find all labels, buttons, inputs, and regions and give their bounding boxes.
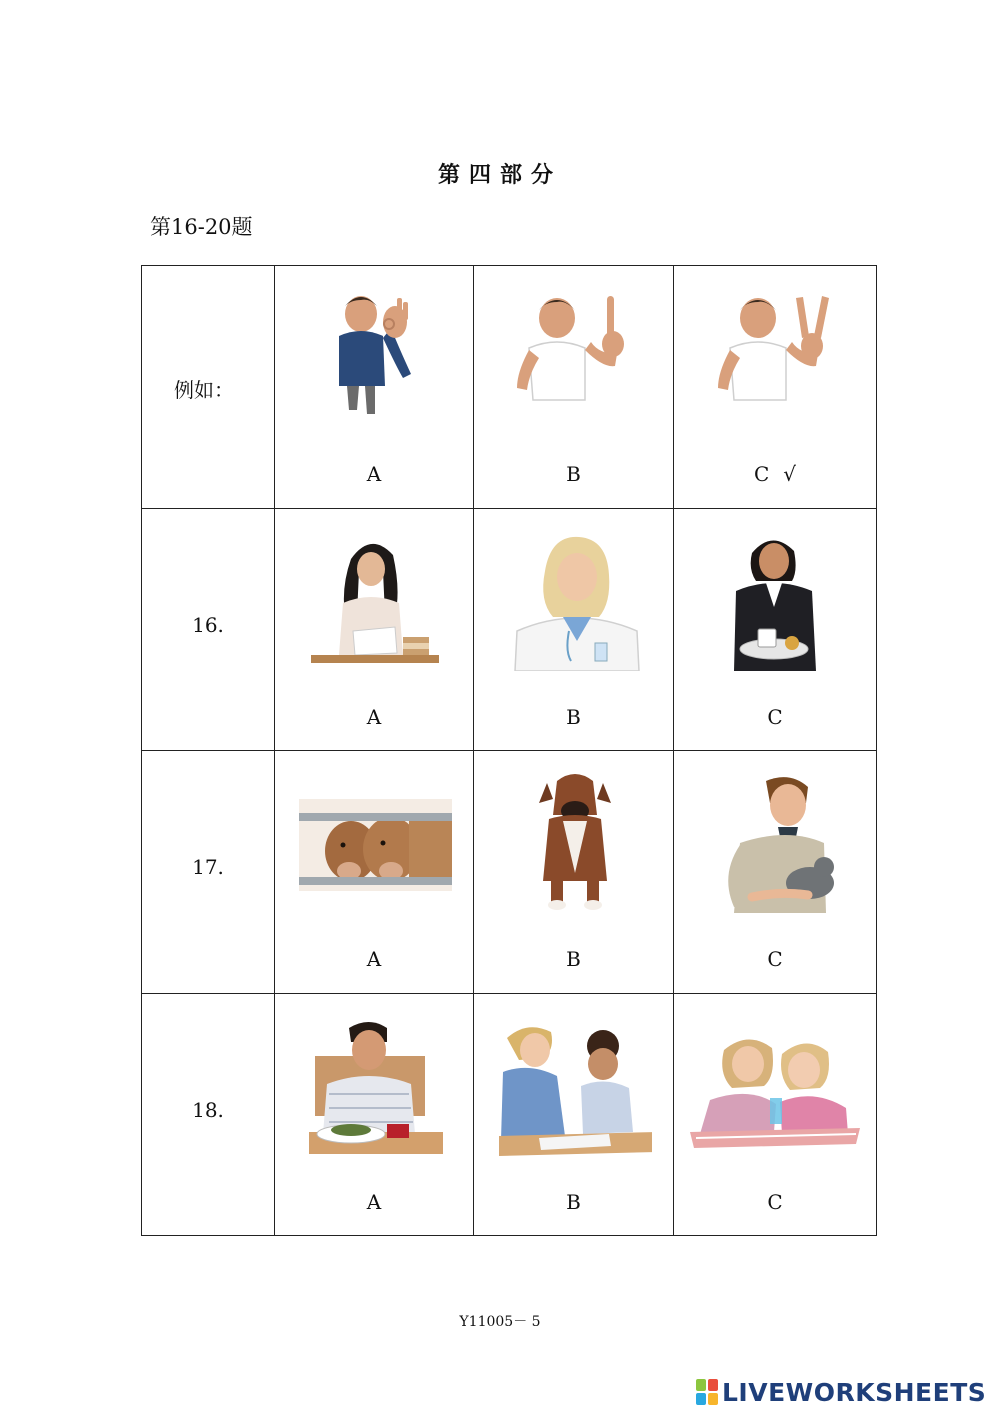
row-label-cell [142, 993, 275, 1236]
option-cell[interactable] [275, 993, 474, 1236]
option-letter: C [767, 947, 783, 971]
brand-name: LIVEWORKSHEETS [722, 1377, 987, 1407]
row-label: 例如： [174, 378, 234, 402]
option-cell[interactable] [474, 266, 674, 509]
row-label-cell [142, 508, 275, 751]
check-mark: √ [783, 462, 797, 486]
doctor-icon [499, 531, 649, 671]
option-cell[interactable] [674, 993, 877, 1236]
table-row-example [142, 266, 877, 509]
dog-icon [499, 763, 649, 913]
man-two-fingers-icon [700, 288, 850, 428]
option-cell[interactable] [674, 751, 877, 994]
woman-reading-icon [299, 531, 449, 671]
option-cell[interactable] [474, 993, 674, 1236]
option-letter: B [566, 704, 581, 729]
option-cell[interactable] [674, 266, 877, 509]
option-letter: A [366, 462, 382, 486]
option-letter: C [767, 1189, 783, 1214]
mother-daughter-drawing-icon [496, 1016, 652, 1156]
row-label: 16. [192, 612, 224, 637]
option-letter: B [566, 462, 581, 486]
table-row [142, 508, 877, 751]
question-table [141, 265, 877, 1236]
option-cell[interactable] [275, 508, 474, 751]
option-letter-with-mark [674, 462, 876, 486]
option-cell[interactable] [474, 508, 674, 751]
page-footer: Y11005－ 5 [459, 1314, 541, 1330]
option-letter: C [767, 704, 783, 729]
two-girls-icon [687, 1016, 863, 1156]
row-label: 17. [192, 855, 224, 879]
liveworksheets-logo-icon [696, 1379, 718, 1405]
row-label-cell [142, 266, 275, 509]
option-cell[interactable] [474, 751, 674, 994]
option-letter: A [366, 1189, 382, 1214]
man-one-finger-icon [499, 288, 649, 428]
cows-icon [296, 773, 452, 913]
table-row [142, 751, 877, 994]
waitress-icon [700, 531, 850, 671]
brand-logo[interactable] [696, 1376, 986, 1408]
table-row [142, 993, 877, 1236]
option-letter: A [366, 704, 382, 729]
section-subtitle: 第16-20题 [150, 215, 253, 239]
boy-with-cat-icon [700, 773, 850, 913]
option-letter: B [566, 947, 581, 971]
boy-eating-icon [299, 1016, 449, 1156]
option-letter: C [753, 462, 770, 486]
option-letter: B [566, 1189, 581, 1214]
option-cell[interactable] [674, 508, 877, 751]
page-title: 第四部分 [437, 162, 562, 188]
row-label: 18. [192, 1097, 224, 1122]
man-ok-gesture-icon [299, 288, 449, 428]
option-letter: A [366, 947, 382, 971]
option-cell[interactable] [275, 751, 474, 994]
row-label-cell [142, 751, 275, 994]
option-cell[interactable] [275, 266, 474, 509]
